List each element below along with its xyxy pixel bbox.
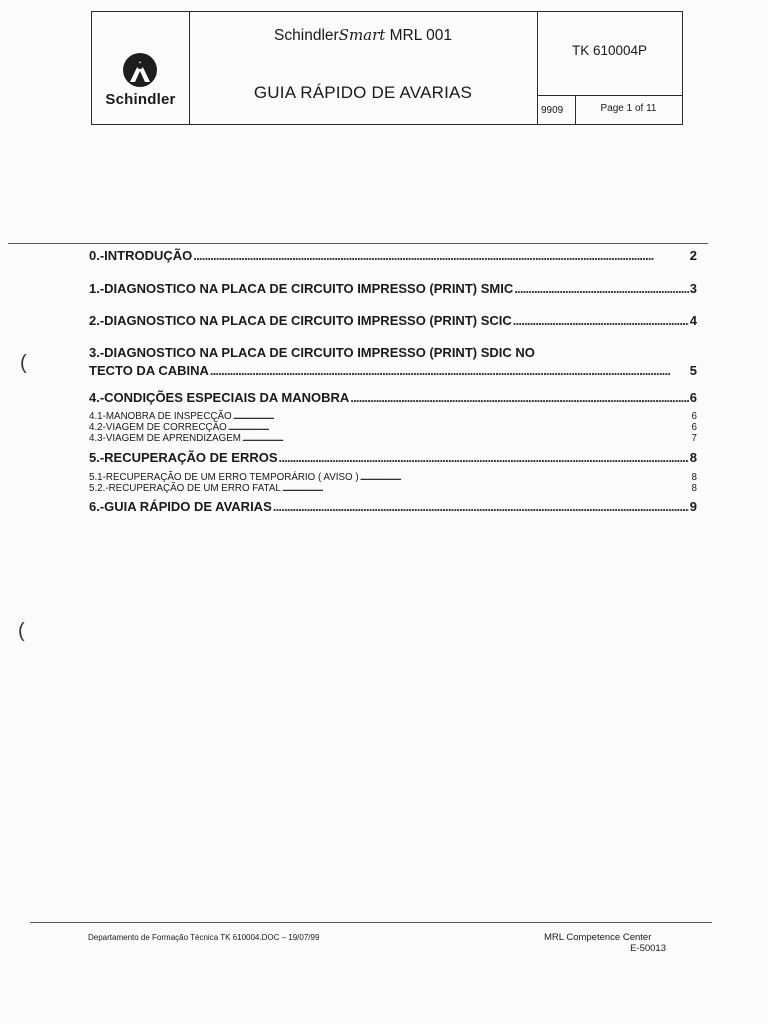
brand-name: Schindler: [105, 91, 176, 108]
document-header: [91, 11, 683, 125]
toc-entry-recuperacao[interactable]: 5.-RECUPERAÇÃO DE ERROS . . . 8: [89, 450, 697, 466]
toc-entry-introducao[interactable]: 0.-INTRODUÇÃO . . . 2: [89, 248, 697, 264]
toc-entry-scic[interactable]: 2.-DIAGNOSTICO NA PLACA DE CIRCUITO IMPRESSO (PRINT) SCIC . . . 4: [89, 313, 697, 329]
toc-entry-correccao[interactable]: 4.2-VIAGEM DE CORRECÇÃO . . . 6: [89, 422, 697, 433]
logo-cell: [92, 12, 190, 124]
toc-entry-erro-temporario[interactable]: 5.1-RECUPERAÇÃO DE UM ERRO TEMPORÁRIO ( AVISO ) . . . 8: [89, 472, 697, 483]
document-info-cell: [537, 12, 682, 124]
document-title: GUIA RÁPIDO DE AVARIAS: [253, 83, 473, 102]
toc-entry-smic[interactable]: 1.-DIAGNOSTICO NA PLACA DE CIRCUITO IMPRESSO (PRINT) SMIC . . . 3: [89, 281, 697, 297]
schindler-logo-icon: [122, 52, 158, 88]
toc-entry-aprendizagem[interactable]: 4.3-VIAGEM DE APRENDIZAGEM . . . 7: [89, 433, 697, 444]
document-meta-row: [537, 95, 682, 124]
toc-entry-guia-rapido[interactable]: 6.-GUIA RÁPIDO DE AVARIAS . . . 9: [89, 499, 697, 515]
date-code: 9909: [541, 105, 564, 116]
footer-code: E-50013: [630, 943, 666, 954]
footer-center: MRL Competence Center E-50013: [544, 932, 666, 954]
punch-hole-mark: (: [18, 620, 25, 642]
footer-department: Departamento de Formação Técnica TK 610004.DOC – 19/07/99: [88, 933, 320, 942]
toc-entry-inspeccao[interactable]: 4.1-MANOBRA DE INSPECÇÃO . . . 6: [89, 411, 697, 422]
toc-entry-sdic[interactable]: 3.-DIAGNOSTICO NA PLACA DE CIRCUITO IMPRESSO (PRINT) SDIC NO TECTO DA CABINA . . . 5: [89, 344, 697, 380]
toc-top-rule: [8, 243, 708, 244]
toc-entry-condicoes[interactable]: 4.-CONDIÇÕES ESPECIAIS DA MANOBRA . . . 6: [89, 390, 697, 406]
document-number: TK 610004P: [571, 43, 648, 58]
page-indicator: Page 1 of 11: [600, 103, 657, 114]
product-name: SchindlerSmart MRL 001: [274, 26, 452, 44]
title-cell: [189, 12, 538, 124]
punch-hole-mark: (: [20, 352, 27, 374]
table-of-contents: [89, 248, 697, 515]
toc-entry-erro-fatal[interactable]: 5.2.-RECUPERAÇÃO DE UM ERRO FATAL . . . 8: [89, 483, 697, 494]
footer-rule: [30, 922, 712, 923]
